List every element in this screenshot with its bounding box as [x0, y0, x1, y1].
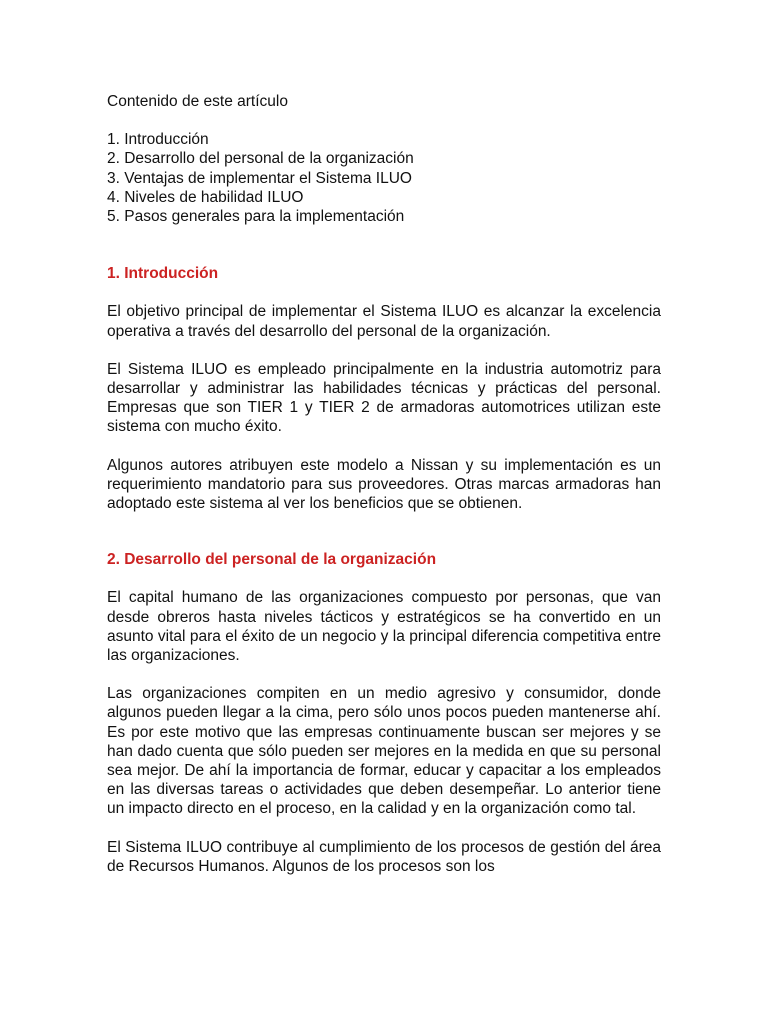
toc-item-niveles: 4. Niveles de habilidad ILUO: [107, 188, 304, 206]
paragraph: El capital humano de las organizaciones compuesto por personas, que van desde obreros hasta niveles tácticos y estratégicos se ha convertido en un asunto vital para el éxito de un negocio y la principal diferencia competitiva entre las organizaciones.: [107, 589, 661, 665]
paragraph: El Sistema ILUO contribuye al cumplimiento de los procesos de gestión del área de Recursos Humanos. Algunos de los procesos son los: [107, 838, 661, 875]
section-heading-introduccion: 1. Introducción: [107, 265, 219, 283]
toc-item-ventajas: 3. Ventajas de implementar el Sistema ILUO: [107, 169, 412, 187]
paragraph: Algunos autores atribuyen este modelo a Nissan y su implementación es un requerimiento mandatorio para sus proveedores. Otras marcas armadoras han adoptado este sistema al ver los beneficios que se obtienen.: [107, 456, 661, 513]
document-page: [107, 92, 661, 876]
paragraph: El Sistema ILUO es empleado principalmente en la industria automotriz para desarrollar y administrar las habilidades técnicas y prácticas del personal. Empresas que son TIER 1 y TIER 2 de armadoras automotrices utilizan este sistema con mucho éxito.: [107, 360, 661, 436]
toc-item-pasos: 5. Pasos generales para la implementación: [107, 208, 405, 226]
paragraph: El objetivo principal de implementar el Sistema ILUO es alcanzar la excelencia operativa a través del desarrollo del personal de la organización.: [107, 303, 661, 340]
paragraph: Las organizaciones compiten en un medio agresivo y consumidor, donde algunos pueden llegar a la cima, pero sólo unos pocos pueden mantenerse ahí. Es por este motivo que las empresas continuamente buscan ser mejores y se han dado cuenta que sólo pueden ser mejores en la medida en que su personal sea mejor. De ahí la importancia de formar, educar y capacitar a los empleados en las diversas tareas o actividades que deben desempeñar. Lo anterior tiene un impacto directo en el proceso, en la calidad y en la organización como tal.: [107, 685, 661, 818]
toc-title: Contenido de este artículo: [107, 93, 288, 110]
toc-item-introduccion: 1. Introducción: [107, 131, 209, 149]
table-of-contents: [107, 130, 661, 226]
section-heading-desarrollo: 2. Desarrollo del personal de la organización: [107, 551, 437, 569]
toc-item-desarrollo: 2. Desarrollo del personal de la organización: [107, 150, 414, 168]
